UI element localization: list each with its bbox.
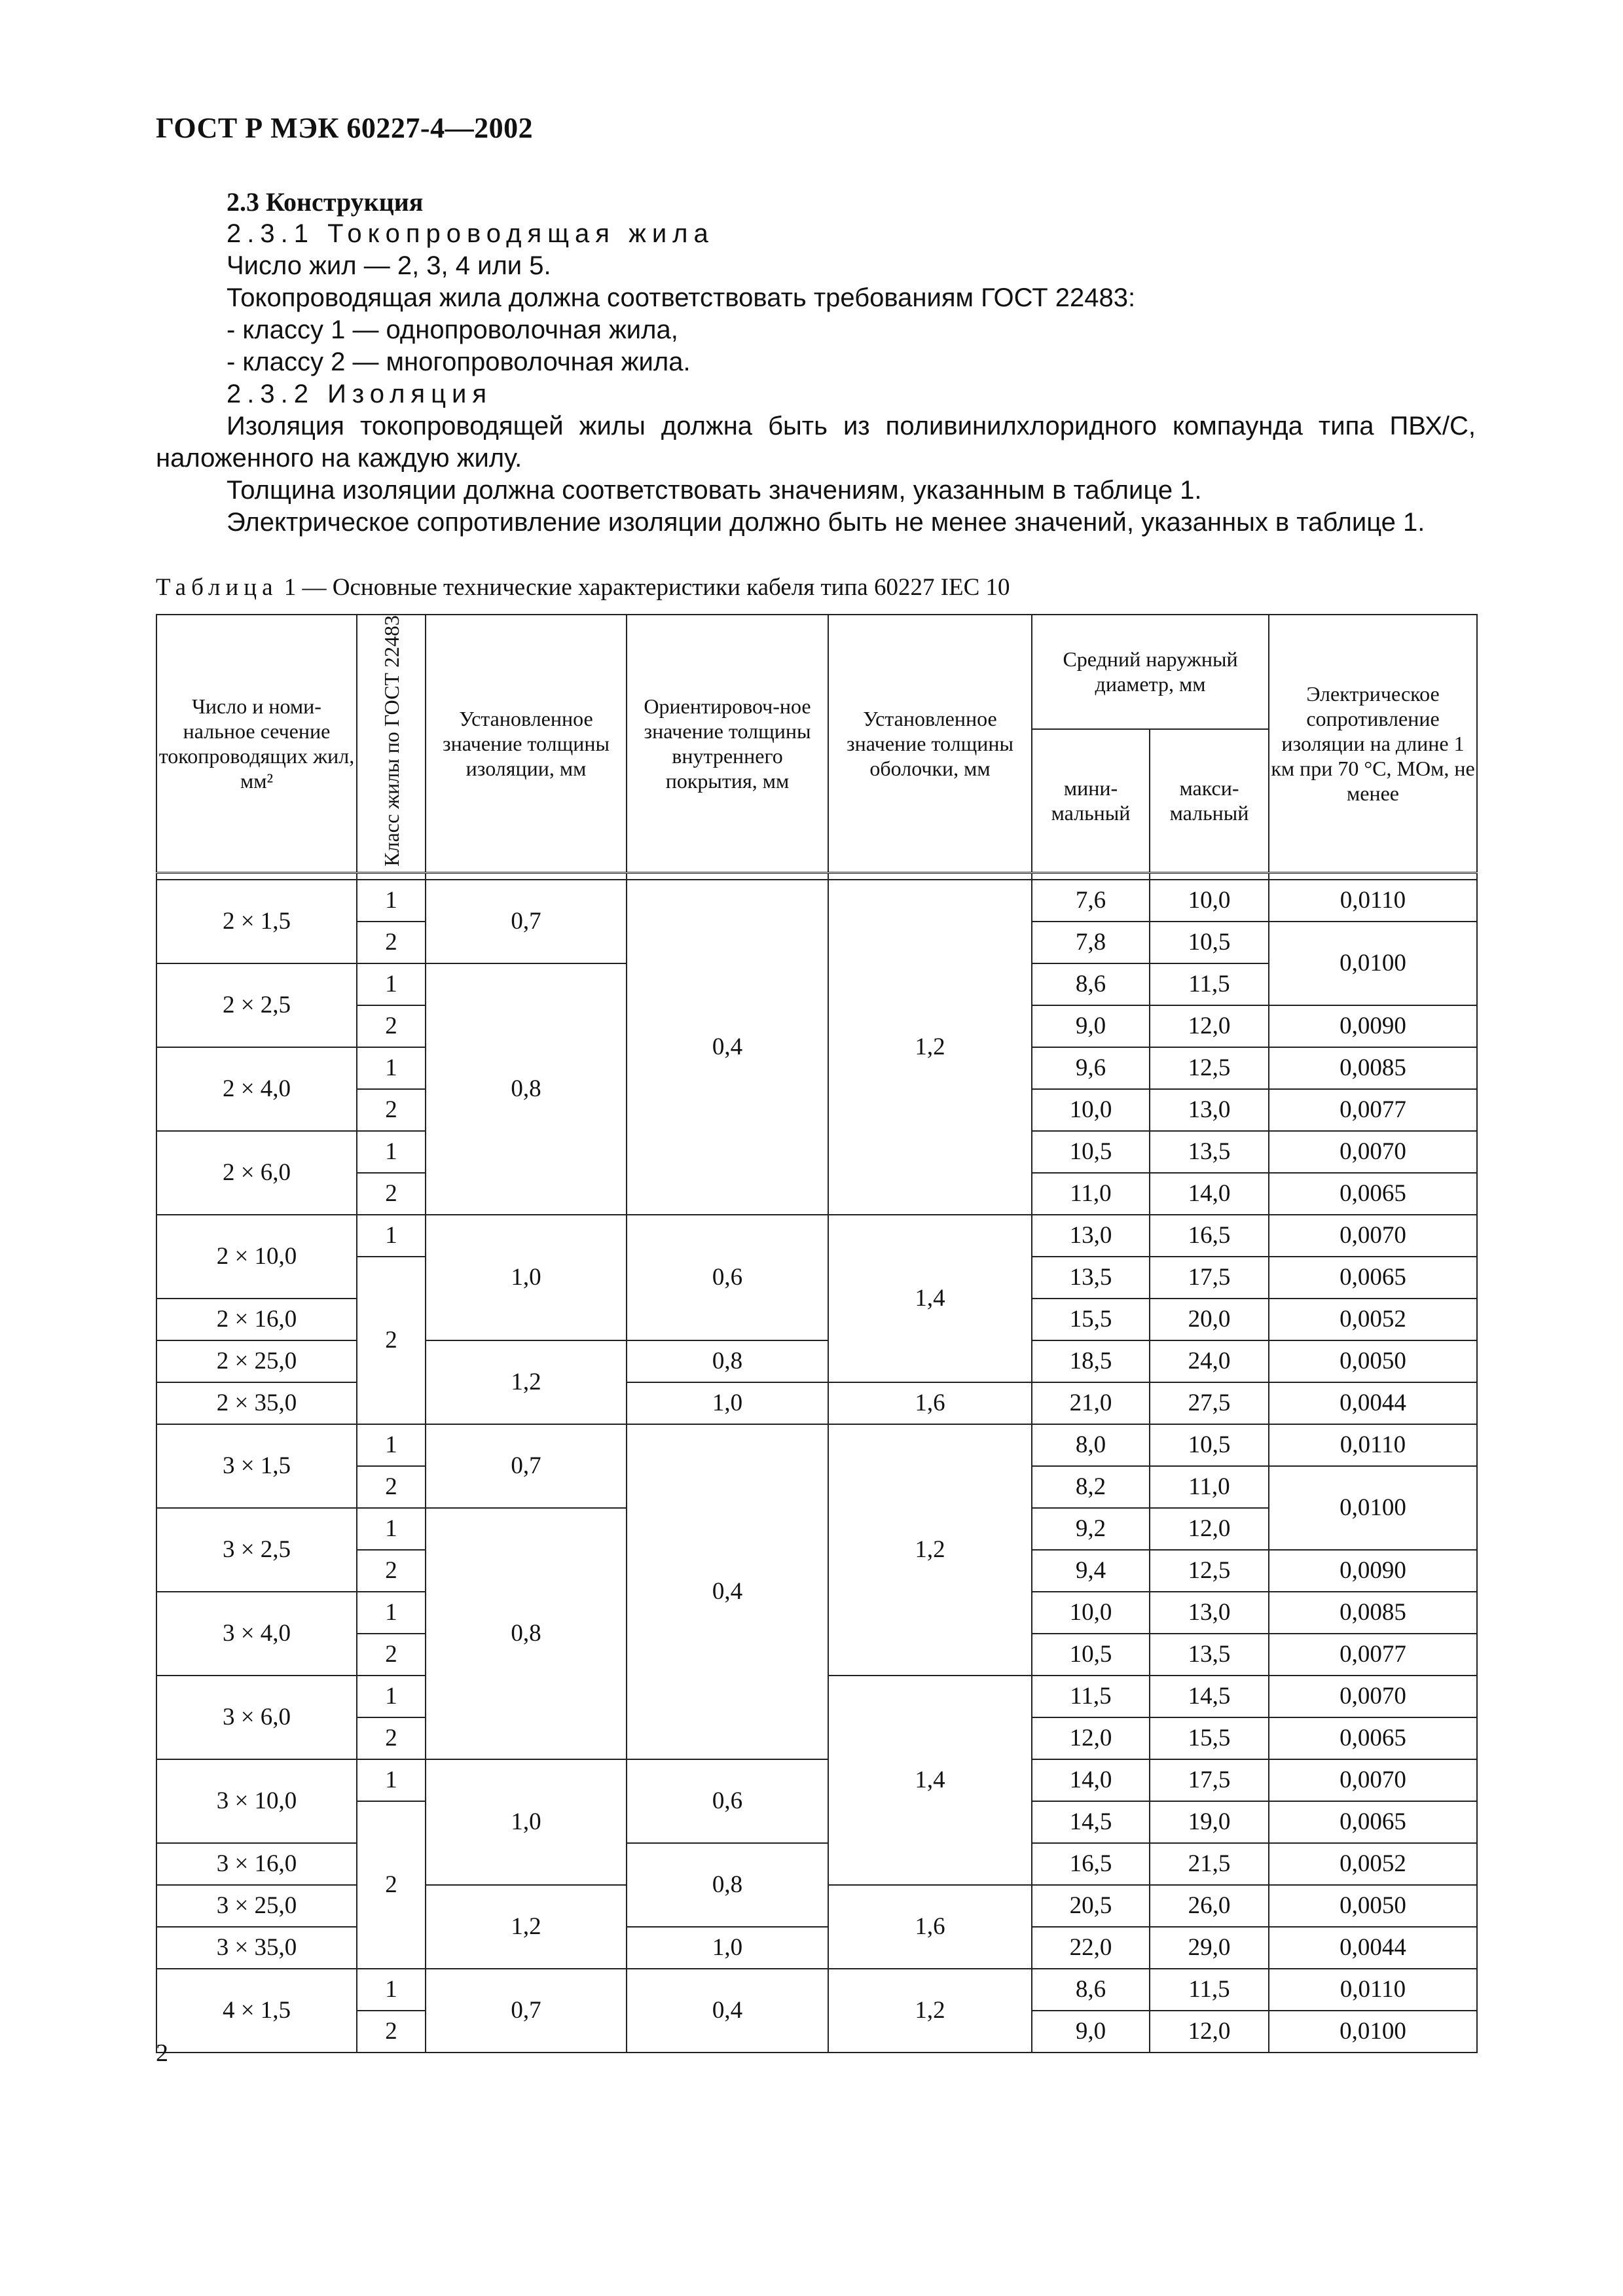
section-2-3-title: 2.3 Конструкция bbox=[227, 187, 424, 217]
cell-resistance: 0,0110 bbox=[1269, 1969, 1477, 2011]
cell-resistance: 0,0090 bbox=[1269, 1550, 1477, 1592]
cell-resistance: 0,0044 bbox=[1269, 1927, 1477, 1969]
cell-class: 2 bbox=[357, 1717, 426, 1759]
cell-dmax: 11,5 bbox=[1150, 963, 1269, 1005]
cell-dmin: 16,5 bbox=[1032, 1843, 1150, 1885]
cell-dmax: 12,5 bbox=[1150, 1550, 1269, 1592]
cell-section: 2 × 25,0 bbox=[156, 1340, 357, 1382]
section-2-3-1-title: 2.3.1 Токопроводящая жила bbox=[227, 219, 714, 248]
cell-resistance: 0,0052 bbox=[1269, 1843, 1477, 1885]
cell-resistance: 0,0085 bbox=[1269, 1047, 1477, 1089]
cell-dmax: 15,5 bbox=[1150, 1717, 1269, 1759]
section-text bbox=[156, 186, 1476, 539]
cell-insulation: 0,7 bbox=[426, 1424, 627, 1508]
cell-dmin: 11,5 bbox=[1032, 1676, 1150, 1717]
header-diameter-max: макси-мальный bbox=[1150, 729, 1269, 873]
cell-inner-covering: 0,8 bbox=[627, 1340, 828, 1382]
table-row bbox=[156, 1927, 1477, 1969]
core-count-text: Число жил — 2, 3, 4 или 5. bbox=[227, 251, 551, 280]
cell-dmin: 12,0 bbox=[1032, 1717, 1150, 1759]
section-2-3-2-title: 2.3.2 Изоляция bbox=[227, 380, 492, 408]
cell-sheath: 1,2 bbox=[828, 1969, 1032, 2053]
cell-class: 2 bbox=[357, 922, 426, 963]
cell-dmax: 17,5 bbox=[1150, 1257, 1269, 1299]
cell-section: 4 × 1,5 bbox=[156, 1969, 357, 2053]
header-class-text: Класс жилы по ГОСТ 22483 bbox=[379, 615, 403, 867]
cell-insulation: 0,8 bbox=[426, 963, 627, 1215]
cell-sheath: 1,6 bbox=[828, 1382, 1032, 1424]
cell-section: 2 × 6,0 bbox=[156, 1131, 357, 1215]
cell-resistance: 0,0110 bbox=[1269, 1424, 1477, 1466]
cell-dmax: 12,0 bbox=[1150, 2011, 1269, 2053]
cell-dmax: 14,0 bbox=[1150, 1173, 1269, 1215]
header-separator bbox=[156, 872, 1477, 880]
cell-resistance: 0,0077 bbox=[1269, 1089, 1477, 1131]
cell-resistance: 0,0065 bbox=[1269, 1257, 1477, 1299]
cell-resistance: 0,0100 bbox=[1269, 2011, 1477, 2053]
table-caption-label: Таблица bbox=[156, 574, 278, 601]
cell-dmax: 12,0 bbox=[1150, 1508, 1269, 1550]
cell-section: 3 × 1,5 bbox=[156, 1424, 357, 1508]
insulation-text-2: Толщина изоляции должна соответствовать значениям, указанным в таблице 1. bbox=[227, 476, 1202, 505]
table-row bbox=[156, 1340, 1477, 1382]
cell-dmax: 13,0 bbox=[1150, 1592, 1269, 1634]
header-sheath: Установленное значение толщины оболочки, мм bbox=[828, 615, 1032, 872]
cell-dmin: 18,5 bbox=[1032, 1340, 1150, 1382]
requirement-text: Токопроводящая жила должна соответствовать требованиям ГОСТ 22483: bbox=[227, 283, 1136, 312]
cell-dmax: 13,5 bbox=[1150, 1634, 1269, 1676]
cell-section: 3 × 35,0 bbox=[156, 1927, 357, 1969]
cell-dmin: 8,0 bbox=[1032, 1424, 1150, 1466]
cell-dmin: 13,0 bbox=[1032, 1215, 1150, 1257]
cell-class: 2 bbox=[357, 2011, 426, 2053]
table-row bbox=[156, 1215, 1477, 1257]
cell-class: 1 bbox=[357, 1508, 426, 1550]
cell-resistance: 0,0050 bbox=[1269, 1340, 1477, 1382]
cell-dmax: 11,5 bbox=[1150, 1969, 1269, 2011]
cell-class: 2 bbox=[357, 1173, 426, 1215]
cell-resistance: 0,0090 bbox=[1269, 1005, 1477, 1047]
header-diameter-min: мини-мальный bbox=[1032, 729, 1150, 873]
cell-class: 2 bbox=[357, 1550, 426, 1592]
cell-resistance: 0,0100 bbox=[1269, 922, 1477, 1005]
cell-dmin: 11,0 bbox=[1032, 1173, 1150, 1215]
cell-dmax: 20,0 bbox=[1150, 1299, 1269, 1340]
table-caption-text: 1 — Основные технические характеристики кабеля типа 60227 IEC 10 bbox=[278, 574, 1010, 601]
cell-dmax: 12,0 bbox=[1150, 1005, 1269, 1047]
cell-section: 3 × 4,0 bbox=[156, 1592, 357, 1676]
cell-dmin: 21,0 bbox=[1032, 1382, 1150, 1424]
table-row bbox=[156, 1424, 1477, 1466]
cell-dmax: 10,5 bbox=[1150, 1424, 1269, 1466]
cell-insulation: 1,2 bbox=[426, 1340, 627, 1424]
cell-insulation: 0,7 bbox=[426, 1969, 627, 2053]
document-header: ГОСТ Р МЭК 60227-4—2002 bbox=[156, 112, 534, 144]
cell-dmax: 13,0 bbox=[1150, 1089, 1269, 1131]
cell-sheath: 1,4 bbox=[828, 1215, 1032, 1382]
cell-dmax: 27,5 bbox=[1150, 1382, 1269, 1424]
table-row bbox=[156, 880, 1477, 922]
cell-inner-covering: 0,4 bbox=[627, 880, 828, 1215]
cell-class: 1 bbox=[357, 1592, 426, 1634]
cell-dmin: 8,6 bbox=[1032, 963, 1150, 1005]
cell-class: 2 bbox=[357, 1257, 426, 1424]
cell-resistance: 0,0052 bbox=[1269, 1299, 1477, 1340]
cell-resistance: 0,0050 bbox=[1269, 1885, 1477, 1927]
cell-dmin: 8,6 bbox=[1032, 1969, 1150, 2011]
cell-resistance: 0,0085 bbox=[1269, 1592, 1477, 1634]
cell-dmin: 13,5 bbox=[1032, 1257, 1150, 1299]
cell-inner-covering: 0,6 bbox=[627, 1759, 828, 1843]
cell-dmin: 10,0 bbox=[1032, 1592, 1150, 1634]
cell-dmax: 16,5 bbox=[1150, 1215, 1269, 1257]
cell-resistance: 0,0044 bbox=[1269, 1382, 1477, 1424]
cell-sheath: 1,2 bbox=[828, 1424, 1032, 1676]
cell-inner-covering: 0,8 bbox=[627, 1843, 828, 1927]
cell-insulation: 1,0 bbox=[426, 1215, 627, 1340]
cell-resistance: 0,0070 bbox=[1269, 1676, 1477, 1717]
class-2-item: - классу 2 — многопроволочная жила. bbox=[227, 348, 691, 376]
cell-dmin: 10,5 bbox=[1032, 1131, 1150, 1173]
header-inner-covering: Ориентировоч-ное значение толщины внутреннего покрытия, мм bbox=[627, 615, 828, 872]
cell-class: 1 bbox=[357, 1424, 426, 1466]
cell-dmin: 7,8 bbox=[1032, 922, 1150, 963]
cell-inner-covering: 0,4 bbox=[627, 1969, 828, 2053]
cell-inner-covering: 1,0 bbox=[627, 1927, 828, 1969]
cell-resistance: 0,0065 bbox=[1269, 1717, 1477, 1759]
cell-resistance: 0,0110 bbox=[1269, 880, 1477, 922]
cell-insulation: 1,0 bbox=[426, 1759, 627, 1885]
cell-section: 3 × 2,5 bbox=[156, 1508, 357, 1592]
cell-dmax: 17,5 bbox=[1150, 1759, 1269, 1801]
cell-sheath: 1,2 bbox=[828, 880, 1032, 1215]
cell-dmin: 10,0 bbox=[1032, 1089, 1150, 1131]
cell-insulation: 1,2 bbox=[426, 1885, 627, 1969]
cell-dmin: 9,6 bbox=[1032, 1047, 1150, 1089]
cell-sheath: 1,4 bbox=[828, 1676, 1032, 1885]
cell-dmax: 11,0 bbox=[1150, 1466, 1269, 1508]
page-number: 2 bbox=[156, 2039, 168, 2067]
cell-section: 2 × 4,0 bbox=[156, 1047, 357, 1131]
cell-dmax: 26,0 bbox=[1150, 1885, 1269, 1927]
table-row bbox=[156, 1843, 1477, 1885]
cell-inner-covering: 0,4 bbox=[627, 1424, 828, 1759]
header-diameter: Средний наружный диаметр, мм bbox=[1032, 615, 1269, 729]
table-header-row bbox=[156, 615, 1477, 729]
cell-insulation: 0,8 bbox=[426, 1508, 627, 1759]
cell-dmin: 20,5 bbox=[1032, 1885, 1150, 1927]
insulation-text-1: Изоляция токопроводящей жилы должна быть из поливинилхлоридного компаунда типа ПВХ/С, наложенного на каждую жилу. bbox=[156, 412, 1476, 473]
cell-section: 2 × 2,5 bbox=[156, 963, 357, 1047]
cell-section: 2 × 1,5 bbox=[156, 880, 357, 963]
cell-dmax: 24,0 bbox=[1150, 1340, 1269, 1382]
cell-dmax: 19,0 bbox=[1150, 1801, 1269, 1843]
cell-class: 2 bbox=[357, 1466, 426, 1508]
cell-class: 2 bbox=[357, 1089, 426, 1131]
header-class bbox=[357, 615, 426, 872]
table-row bbox=[156, 1382, 1477, 1424]
cell-resistance: 0,0070 bbox=[1269, 1131, 1477, 1173]
cell-resistance: 0,0070 bbox=[1269, 1759, 1477, 1801]
cell-class: 1 bbox=[357, 1759, 426, 1801]
header-section: Число и номи-нальное сечение токопроводящих жил, мм² bbox=[156, 615, 357, 872]
cell-class: 2 bbox=[357, 1005, 426, 1047]
cell-sheath: 1,6 bbox=[828, 1885, 1032, 1969]
header-resistance: Электрическое сопротивление изоляции на длине 1 км при 70 °С, МОм, не менее bbox=[1269, 615, 1477, 872]
cell-resistance: 0,0100 bbox=[1269, 1466, 1477, 1550]
cell-class: 2 bbox=[357, 1801, 426, 1969]
cell-resistance: 0,0077 bbox=[1269, 1634, 1477, 1676]
cell-section: 2 × 10,0 bbox=[156, 1215, 357, 1299]
cell-class: 1 bbox=[357, 963, 426, 1005]
cell-class: 1 bbox=[357, 1215, 426, 1257]
cell-class: 1 bbox=[357, 1676, 426, 1717]
cell-section: 3 × 16,0 bbox=[156, 1843, 357, 1885]
table-caption bbox=[156, 573, 1010, 601]
cell-class: 1 bbox=[357, 1969, 426, 2011]
cell-dmin: 14,0 bbox=[1032, 1759, 1150, 1801]
cell-dmax: 14,5 bbox=[1150, 1676, 1269, 1717]
cell-dmin: 15,5 bbox=[1032, 1299, 1150, 1340]
cell-inner-covering: 0,6 bbox=[627, 1215, 828, 1340]
cell-resistance: 0,0065 bbox=[1269, 1173, 1477, 1215]
cell-dmin: 9,0 bbox=[1032, 1005, 1150, 1047]
cell-class: 1 bbox=[357, 880, 426, 922]
cell-resistance: 0,0065 bbox=[1269, 1801, 1477, 1843]
cell-dmin: 10,5 bbox=[1032, 1634, 1150, 1676]
cell-insulation: 0,7 bbox=[426, 880, 627, 963]
cell-inner-covering: 1,0 bbox=[627, 1382, 828, 1424]
cell-section: 3 × 6,0 bbox=[156, 1676, 357, 1759]
cell-dmin: 14,5 bbox=[1032, 1801, 1150, 1843]
cell-class: 2 bbox=[357, 1634, 426, 1676]
table-row bbox=[156, 1969, 1477, 2011]
cell-dmin: 9,0 bbox=[1032, 2011, 1150, 2053]
cell-dmin: 8,2 bbox=[1032, 1466, 1150, 1508]
table-row bbox=[156, 1759, 1477, 1801]
header-insulation: Установленное значение толщины изоляции, мм bbox=[426, 615, 627, 872]
cell-dmin: 9,4 bbox=[1032, 1550, 1150, 1592]
class-1-item: - классу 1 — однопроволочная жила, bbox=[227, 315, 678, 344]
cell-dmax: 29,0 bbox=[1150, 1927, 1269, 1969]
cell-dmax: 10,0 bbox=[1150, 880, 1269, 922]
cell-class: 1 bbox=[357, 1131, 426, 1173]
cell-section: 3 × 25,0 bbox=[156, 1885, 357, 1927]
cell-section: 3 × 10,0 bbox=[156, 1759, 357, 1843]
cell-dmin: 9,2 bbox=[1032, 1508, 1150, 1550]
cell-resistance: 0,0070 bbox=[1269, 1215, 1477, 1257]
cell-dmax: 13,5 bbox=[1150, 1131, 1269, 1173]
cell-dmax: 12,5 bbox=[1150, 1047, 1269, 1089]
cell-class: 1 bbox=[357, 1047, 426, 1089]
cell-dmax: 10,5 bbox=[1150, 922, 1269, 963]
cell-section: 2 × 16,0 bbox=[156, 1299, 357, 1340]
cell-dmax: 21,5 bbox=[1150, 1843, 1269, 1885]
cable-characteristics-table bbox=[156, 614, 1478, 2053]
cell-dmin: 22,0 bbox=[1032, 1927, 1150, 1969]
cell-section: 2 × 35,0 bbox=[156, 1382, 357, 1424]
cell-dmin: 7,6 bbox=[1032, 880, 1150, 922]
insulation-text-3: Электрическое сопротивление изоляции должно быть не менее значений, указанных в таблице 1. bbox=[227, 508, 1425, 537]
